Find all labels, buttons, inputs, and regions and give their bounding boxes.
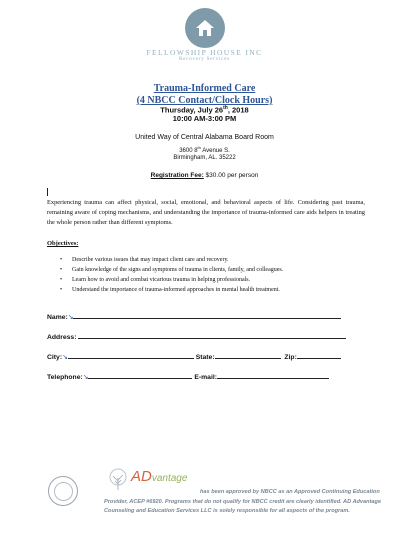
zip-field[interactable] (297, 351, 341, 359)
event-title: Trauma-Informed Care (153, 83, 256, 94)
registration-fee: Registration Fee: $30.00 per person (150, 172, 259, 179)
name-label: Name: (47, 314, 68, 321)
telephone-field[interactable] (88, 371, 192, 379)
event-city-line: Birmingham, AL. 35222 (173, 155, 236, 161)
phone-email-row (47, 371, 329, 381)
city-state-zip-row (47, 351, 341, 361)
name-row (47, 311, 341, 321)
name-field[interactable] (73, 311, 341, 319)
address-field[interactable] (78, 331, 346, 339)
event-street-address: 3600 8th Avenue S. (179, 145, 230, 154)
telephone-label: Telephone: (47, 374, 83, 381)
link-icon: ↘ (67, 314, 74, 321)
objective-item: • Gain knowledge of the signs and symptoms of trauma in clients, family, and colleagues. (60, 265, 380, 275)
text-cursor (47, 188, 48, 196)
nbcc-seal-icon (48, 476, 78, 506)
event-time: 10:00 AM-3:00 PM (172, 114, 237, 123)
link-icon: ↘ (82, 374, 89, 381)
house-icon (194, 17, 216, 39)
objectives-heading: Objectives: (47, 240, 79, 247)
address-row (47, 331, 346, 341)
objective-item: • Learn how to avoid and combat vicarious trauma in helping professionals. (60, 275, 380, 285)
event-date: Thursday, July 26th, 2018 (160, 105, 249, 115)
link-icon: ↘ (62, 354, 68, 361)
objective-item: • Understand the importance of trauma-informed approaches in mental health treatment. (60, 285, 380, 295)
objectives-list (60, 255, 380, 295)
city-field[interactable] (68, 351, 194, 359)
zip-label: Zip: (284, 354, 297, 361)
state-label: State: (195, 354, 215, 361)
state-field[interactable] (215, 351, 281, 359)
city-label: City: (47, 354, 63, 361)
event-venue: United Way of Central Alabama Board Room (135, 134, 274, 141)
objective-item: • Describe various issues that may impact client care and recovery. (60, 255, 380, 265)
house-logo-icon (185, 8, 225, 48)
advantage-logo: ADvantage (131, 468, 188, 485)
event-description: Experiencing trauma can affect physical, social, emotional, and behavioral aspects of life. Considering past trauma, remaining aware of coping mechanisms, and understanding the importance of trauma-informed care aids helpers in treating the whole person rather than different symptoms. (47, 199, 365, 226)
email-label: E-mail: (194, 374, 218, 381)
event-subtitle: (4 NBCC Contact/Clock Hours) (136, 95, 273, 106)
nbcc-approval-statement: has been approved by NBCC as an Approved Continuing Education Provider, ACEP #6920. Programs that do not qualify for NBCC credit are clearly identified. AD Advantage Counseling and Education Services LLC is solely responsible for all aspects of the program. (104, 489, 382, 514)
organization-name: FELLOWSHIP HOUSE INC (146, 48, 263, 57)
address-label: Address: (47, 334, 77, 341)
organization-tagline: Recovery Services (179, 57, 230, 62)
email-field[interactable] (217, 371, 329, 379)
